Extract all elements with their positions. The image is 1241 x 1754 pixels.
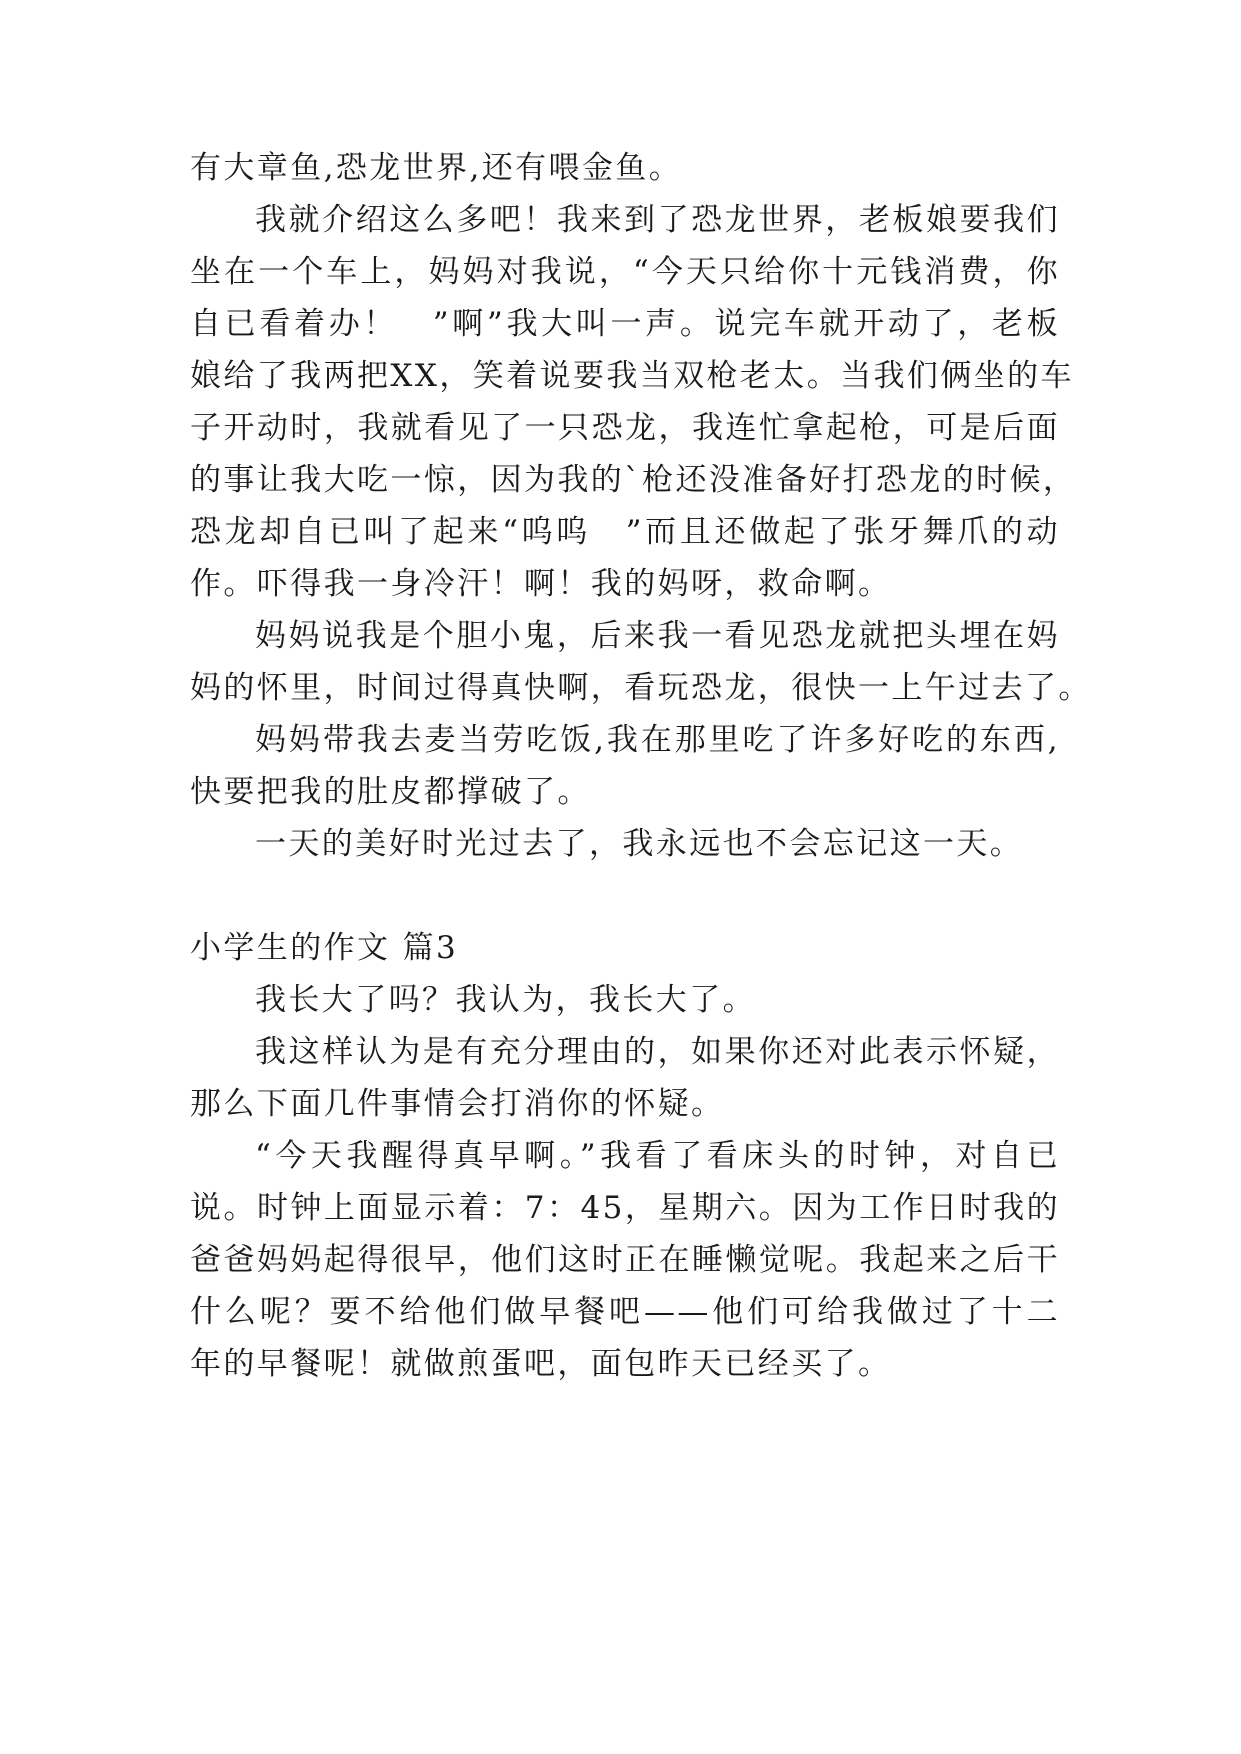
paragraph-line: 娘给了我两把XX，笑着说要我当双枪老太。当我们俩坐的车: [190, 358, 1074, 394]
paragraph-line: 年的早餐呢！就做煎蛋吧，面包昨天已经买了。: [190, 1346, 892, 1382]
paragraph-line: 爸爸妈妈起得很早，他们这时正在睡懒觉呢。我起来之后干: [190, 1242, 1060, 1278]
paragraph-line: 作。吓得我一身冷汗！啊！我的妈呀，救命啊。: [190, 566, 892, 602]
paragraph-line: 我就介绍这么多吧！我来到了恐龙世界，老板娘要我们: [255, 202, 1060, 238]
paragraph-line: 妈妈带我去麦当劳吃饭,我在那里吃了许多好吃的东西,: [255, 722, 1060, 758]
paragraph-line: 快要把我的肚皮都撑破了。: [190, 774, 591, 810]
paragraph-line: 那么下面几件事情会打消你的怀疑。: [190, 1086, 725, 1122]
paragraph-line: 说。时钟上面显示着：7：45，星期六。因为工作日时我的: [190, 1190, 1060, 1226]
paragraph-line: 坐在一个车上，妈妈对我说，“今天只给你十元钱消费，你: [190, 254, 1060, 290]
paragraph-line: “今天我醒得真早啊。”我看了看床头的时钟，对自已: [255, 1138, 1060, 1174]
section-heading: 小学生的作文 篇3: [190, 930, 459, 966]
paragraph-line: 妈妈说我是个胆小鬼，后来我一看见恐龙就把头埋在妈: [255, 618, 1060, 654]
paragraph-line: 恐龙却自已叫了起来“呜呜 ”而且还做起了张牙舞爪的动: [190, 514, 1060, 550]
paragraph-line: 我长大了吗？我认为，我长大了。: [255, 982, 756, 1018]
paragraph-line: 有大章鱼,恐龙世界,还有喂金鱼。: [190, 150, 683, 186]
paragraph-line: 妈的怀里，时间过得真快啊，看玩恐龙，很快一上午过去了。: [190, 670, 1092, 706]
paragraph-line: 一天的美好时光过去了，我永远也不会忘记这一天。: [255, 826, 1024, 862]
paragraph-line: 什么呢？要不给他们做早餐吧——他们可给我做过了十二: [190, 1294, 1060, 1330]
paragraph-line: 我这样认为是有充分理由的，如果你还对此表示怀疑，: [255, 1034, 1060, 1070]
paragraph-line: 的事让我大吃一惊，因为我的`枪还没准备好打恐龙的时候，: [190, 462, 1077, 498]
paragraph-line: 自已看着办！ ”啊”我大叫一声。说完车就开动了，老板: [190, 306, 1060, 342]
paragraph-line: 子开动时，我就看见了一只恐龙，我连忙拿起枪，可是后面: [190, 410, 1060, 446]
